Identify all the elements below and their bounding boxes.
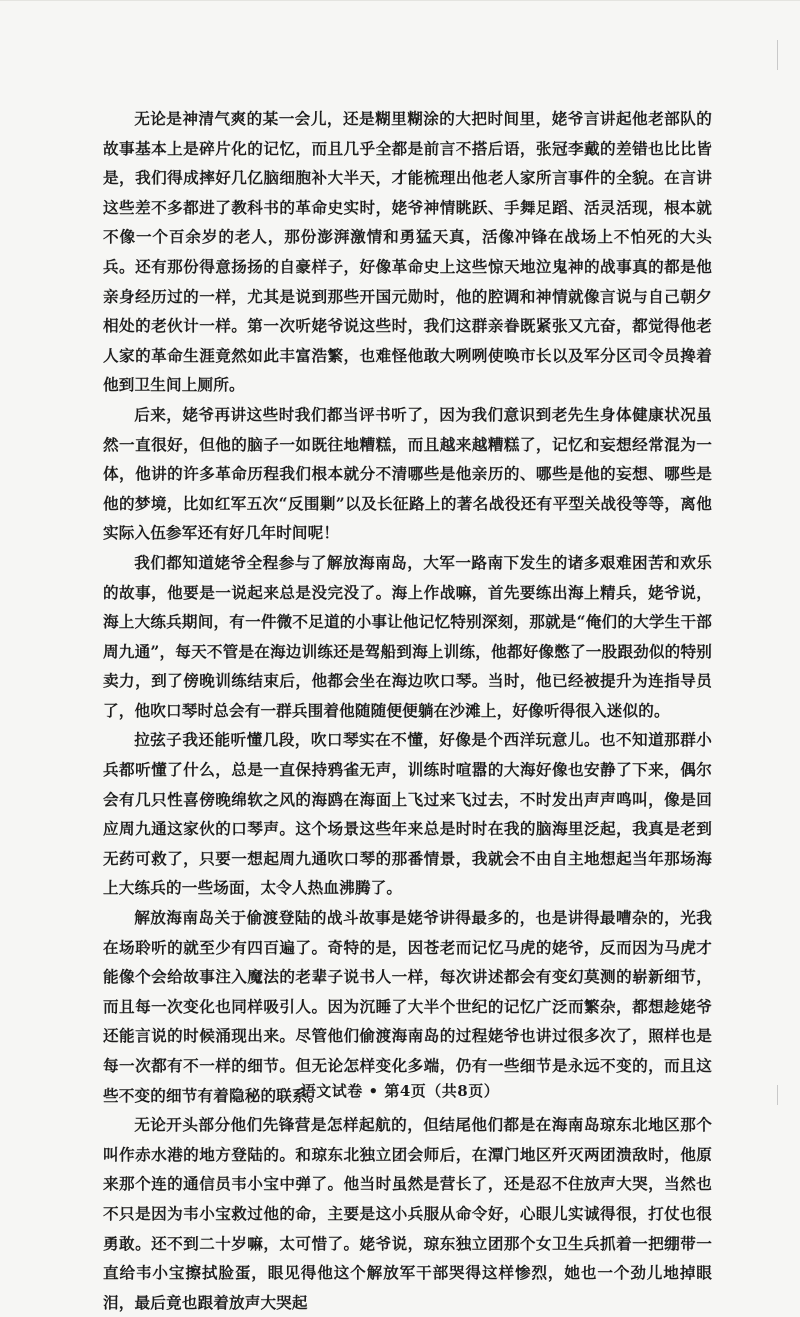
top-edge — [0, 0, 800, 1]
paragraph-6: 无论开头部分他们先锋营是怎样起航的，但结尾他们都是在海南岛琼东北地区那个叫作赤水港的地方登陆的。和琼东北独立团会师后，在潭门地区歼灭两团溃敌时，他原来那个连的通信员韦小宝中弹了。他当时虽然是营长了，还是忍不住放声大哭，当然也不只是因为韦小宝救过他的命，主要是这小兵服从命令好，心眼儿实诚得很，打仗也很勇敢。还不到二十岁嘛，太可惜了。姥爷说，琼东独立团那个女卫生兵抓着一把绷带一直给韦小宝擦拭脸蛋，眼见得他这个解放军干部哭得这样惨烈，她也一个劲儿地掉眼泪，最后竟也跟着放声大哭起 — [103, 1115, 712, 1312]
reading-passage — [103, 104, 712, 1317]
paragraph-2: 后来，姥爷再讲这些时我们都当评书听了，因为我们意识到老先生身体健康状况虽然一直很好，但他的脑子一如既往地糟糕，而且越来越糟糕了，记忆和妄想经常混为一体，他讲的许多革命历程我们根本就分不清哪些是他亲历的、哪些是他的妄想、哪些是他的梦境，比如红军五次“反围剿”以及长征路上的著名战役还有平型关战役等等，离他实际入伍参军还有好几年时间呢！ — [103, 404, 712, 543]
paragraph-1: 无论是神清气爽的某一会儿，还是糊里糊涂的大把时间里，姥爷言讲起他老部队的故事基本上是碎片化的记忆，而且几乎全都是前言不搭后语，张冠李戴的差错也比比皆是，我们得成摔好几亿脑细胞补大半天，才能梳理出他老人家所言事件的全貌。在言讲这些差不多都进了教科书的革命史实时，姥爷神情眺跃、手舞足蹈、活灵活现，根本就不像一个百余岁的老人，那份澎湃激情和勇猛天真，活像冲锋在战场上不怕死的大头兵。还有那份得意扬扬的自豪样子，好像革命史上这些惊天地泣鬼神的战事真的都是他亲身经历过的一样，尤其是说到那些开国元勋时，他的腔调和神情就像言说与自己朝夕相处的老伙计一样。第一次听姥爷说这些时，我们这群亲眷既紧张又亢奋，都觉得他老人家的革命生涯竟然如此丰富浩繁，也难怪他敢大咧咧使唤市长以及军分区司令员搀着他到卫生间上厕所。 — [103, 109, 712, 395]
paragraph-4: 拉弦子我还能听懂几段，吹口琴实在不懂，好像是个西洋玩意儿。也不知道那群小兵都听懂了什么，总是一直保持鸦雀无声，训练时喧嚣的大海好像也安静了下来，偶尔会有几只性喜傍晚绵软之风的海鸥在海面上飞过来飞过去，不时发出声声鸣叫，像是回应周九通这家伙的口琴声。这个场景这些年来总是时时在我的脑海里泛起，我真是老到无药可救了，只要一想起周九通吹口琴的那番情景，我就会不由自主地想起当年那场海上大练兵的一些场面，太令人热血沸腾了。 — [103, 730, 712, 898]
paragraph-3: 我们都知道姥爷全程参与了解放海南岛，大军一路南下发生的诸多艰难困苦和欢乐的故事，他要是一说起来总是没完没了。海上作战嘛，首先要练出海上精兵，姥爷说，海上大练兵期间，有一件微不足道的小事让他记忆特别深刻，那就是“俺们的大学生干部周九通”，每天不管是在海边训练还是驾船到海上训练，他都好像憋了一股跟劲似的特别卖力，到了傍晚训练结束后，他都会坐在海边吹口琴。当时，他已经被提升为连指导员了，他吹口琴时总会有一群兵围着他随随便便躺在沙滩上，好像听得很入迷似的。 — [103, 552, 712, 720]
page-footer: 语文试卷 • 第4页（共8页） — [300, 1082, 500, 1100]
margin-mark — [777, 40, 778, 70]
paragraph-5: 解放海南岛关于偷渡登陆的战斗故事是姥爷讲得最多的，也是讲得最嘈杂的，光我在场聆听的就至少有四百遍了。奇特的是，因苍老而记忆马虎的姥爷，反而因为马虎才能像个会给故事注入魔法的老辈子说书人一样，每次讲述都会有变幻莫测的崭新细节，而且每一次变化也同样吸引人。因为沉睡了大半个世纪的记忆广泛而繁杂，都想趁姥爷还能言说的时候涌现出来。尽管他们偷渡海南岛的过程姥爷也讲过很多次了，照样也是每一次都有不一样的细节。但无论怎样变化多端，仍有一些细节是永远不变的，而且这些不变的细节有着隐秘的联系。 — [103, 908, 712, 1105]
